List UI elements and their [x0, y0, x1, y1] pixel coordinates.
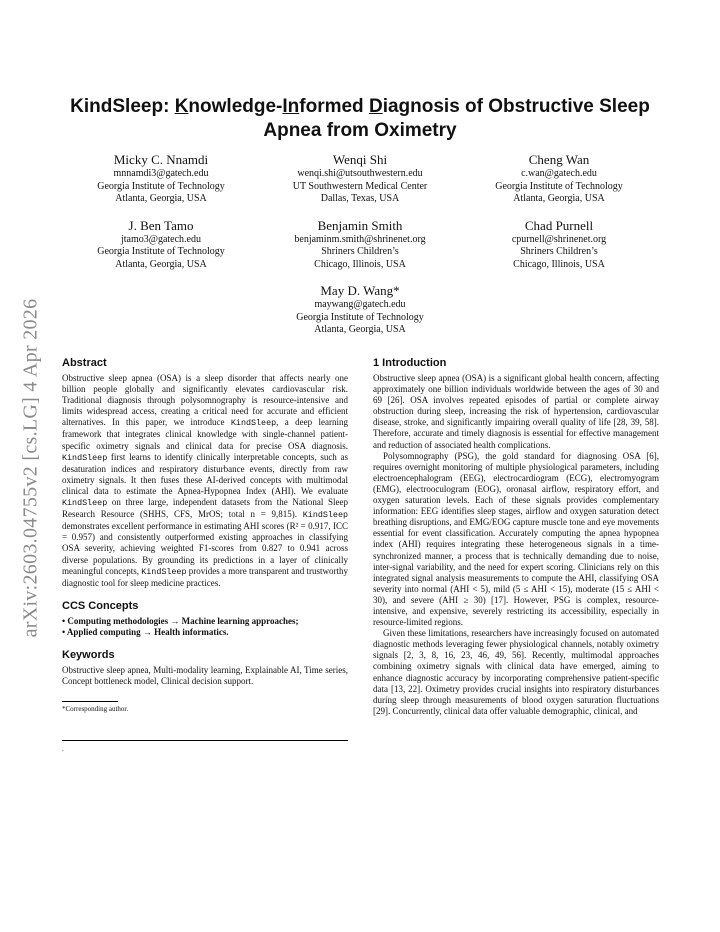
author-location: Dallas, Texas, USA — [320, 193, 400, 204]
intro-paragraph: Given these limitations, researchers have increasingly focused on automated diagnostic methods leveraging fewer physiological channels, notably oximetry signals [2, 3, 8, 16, 23, 46, 49, 56]. Recently, multimodal approaches combining oximetry signals with clinical data have emerged, aiming to enhance diagnostic accuracy by incorporating comprehensive patient-specific data [13, 22]. Oximetry provides crucial insights into respiratory disturbances during sleep through measurements of blood oxygen saturation fluctuations [29]. Concurrently, clinical data offer valuable demographic, clinical, and — [373, 628, 659, 716]
author-affiliation: Georgia Institute of Technology — [97, 246, 225, 257]
author-email: maywang@gatech.edu — [314, 299, 406, 310]
author-email: jtamo3@gatech.edu — [120, 233, 201, 245]
ccs-item: • Computing methodologies → Machine learning approaches; — [62, 615, 299, 626]
keywords-text: Obstructive sleep apnea, Multi-modality learning, Explainable AI, Time series, Concept bottleneck model, Clinical decision support. — [62, 664, 348, 687]
author-location: Atlanta, Georgia, USA — [513, 193, 605, 204]
footnote-rule — [62, 701, 118, 702]
ccs-heading: CCS Concepts — [62, 599, 139, 612]
bottom-rule — [62, 740, 348, 741]
author-affiliation: UT Southwestern Medical Center — [292, 180, 428, 192]
author-block — [62, 152, 658, 349]
author-affiliation: Georgia Institute of Technology — [495, 180, 623, 192]
ccs-item: • Applied computing → Health informatics. — [62, 626, 229, 637]
author-card — [261, 152, 459, 206]
author-affiliation: Georgia Institute of Technology — [97, 180, 225, 192]
author-location: Atlanta, Georgia, USA — [115, 258, 207, 270]
author-name: J. Ben Tamo — [128, 217, 194, 233]
arxiv-identifier: arXiv:2603.04755v2 [cs.LG] 4 Apr 2026 — [19, 298, 42, 638]
author-location: Chicago, Illinois, USA — [314, 258, 406, 270]
author-name: Micky C. Nnamdi — [113, 152, 209, 167]
author-email: wenqi.shi@utsouthwestern.edu — [297, 168, 423, 179]
author-email: cpurnell@shrinenet.org — [511, 233, 607, 245]
author-affiliation: Georgia Institute of Technology — [296, 311, 424, 323]
author-name: May D. Wang* — [320, 283, 400, 298]
abstract-text: Obstructive sleep apnea (OSA) is a sleep disorder that affects nearly one billion people globally and significantly elevates cardiovascular risk. Traditional diagnosis through polysomnography is resource-intensive and limits widespread access, creating a critical need for accurate and efficient alternatives. In this paper, we introduce KindSleep, a deep learning framework that integrates clinical knowledge with single-channel patient-specific oximetry signals and clinical data for precise OSA diagnosis. KindSleep first learns to identify clinically interpretable concepts, such as desaturation indices and respiratory disturbance events, directly from raw oximetry signals. It then fuses these AI-derived concepts with multimodal clinical data to estimate the Apnea-Hypopnea Index (AHI). We evaluate KindSleep on three large, independent datasets from the National Sleep Research Resource (SHHS, CFS, MrOS; total n = 9,815). KindSleep demonstrates excellent performance in estimating AHI scores (R² = 0.917, ICC = 0.957) and consistently outperformed existing approaches in classifying OSA severity, achieving weighted F1-scores from 0.827 to 0.941 across diverse populations. By grounding its predictions in a layer of clinically meaningful concepts, KindSleep provides a more transparent and trustworthy diagnostic tool for sleep medicine practices. — [62, 373, 348, 588]
intro-paragraph: Polysomnography (PSG), the gold standard for diagnosing OSA [6], requires overnight monitoring of multiple physiological parameters, including electroencephalogram (EEG), electrocardiogram (ECG), electromyogram (EMG), electrooculogram (EOG), oronasal airflow, respiratory effort, and oxygen saturation levels. Each of these signals provides complementary information: EEG identifies sleep stages, airflow and oxygen saturation detect breathing disruptions, and EMG/EOG capture muscle tone and eye movements essential for event classification. Accurately computing the apnea hypopnea index (AHI) requires integrating these heterogeneous signals in a time-synchronized manner, a process that is technically demanding due to noise, inter-signal variability, and the need for expert scoring. Clinicians rely on this integrated signal analysis measurements to compute the AHI, classifying OSA severity into normal (AHI < 5), mild (5 ≤ AHI < 15), moderate (15 ≤ AHI < 30), and severe (AHI ≥ 30) [17]. However, PSG is complex, resource-intensive, and expensive, severely restricting its accessibility, especially in resource-limited regions. — [373, 450, 659, 628]
author-location: Atlanta, Georgia, USA — [314, 324, 406, 335]
author-name: Benjamin Smith — [317, 217, 403, 233]
ccs-list — [62, 616, 348, 638]
author-name: Wenqi Shi — [332, 152, 388, 167]
author-email: mnnamdi3@gatech.edu — [113, 168, 209, 179]
author-location: Chicago, Illinois, USA — [513, 258, 605, 270]
bottom-mark: . — [62, 745, 64, 754]
abstract-heading: Abstract — [62, 357, 107, 369]
author-email: benjaminm.smith@shrinenet.org — [294, 233, 426, 245]
author-name: Chad Purnell — [524, 217, 594, 233]
paper-title: KindSleep: Knowledge-Informed Diagnosis of Obstructive Sleep Apnea from Oximetry — [70, 96, 650, 141]
author-name: Cheng Wan — [528, 152, 590, 167]
author-card — [460, 218, 658, 272]
left-column — [62, 356, 348, 755]
author-card — [62, 218, 260, 272]
intro-heading: 1 Introduction — [373, 357, 447, 369]
author-email: c.wan@gatech.edu — [521, 168, 597, 179]
right-column — [373, 356, 659, 717]
keywords-heading: Keywords — [62, 648, 115, 661]
author-affiliation: Shriners Children’s — [520, 246, 598, 257]
author-card — [460, 152, 658, 206]
author-card — [62, 152, 260, 206]
intro-paragraph: Obstructive sleep apnea (OSA) is a significant global health concern, affecting approximately one billion individuals worldwide between the ages of 30 and 69 [26]. OSA involves repeated episodes of partial or complete airway obstruction during sleep, increasing the risk of hypertension, cardiovascular disease, stroke, and significantly impairing overall quality of life [28, 39, 58]. Therefore, accurate and timely diagnosis is essential for effective management and reduction of associated health complications. — [373, 373, 659, 450]
footnote: *Corresponding author. — [62, 705, 129, 714]
author-card — [261, 283, 459, 337]
author-card — [261, 218, 459, 272]
author-location: Atlanta, Georgia, USA — [115, 193, 207, 204]
author-affiliation: Shriners Children’s — [321, 246, 399, 257]
